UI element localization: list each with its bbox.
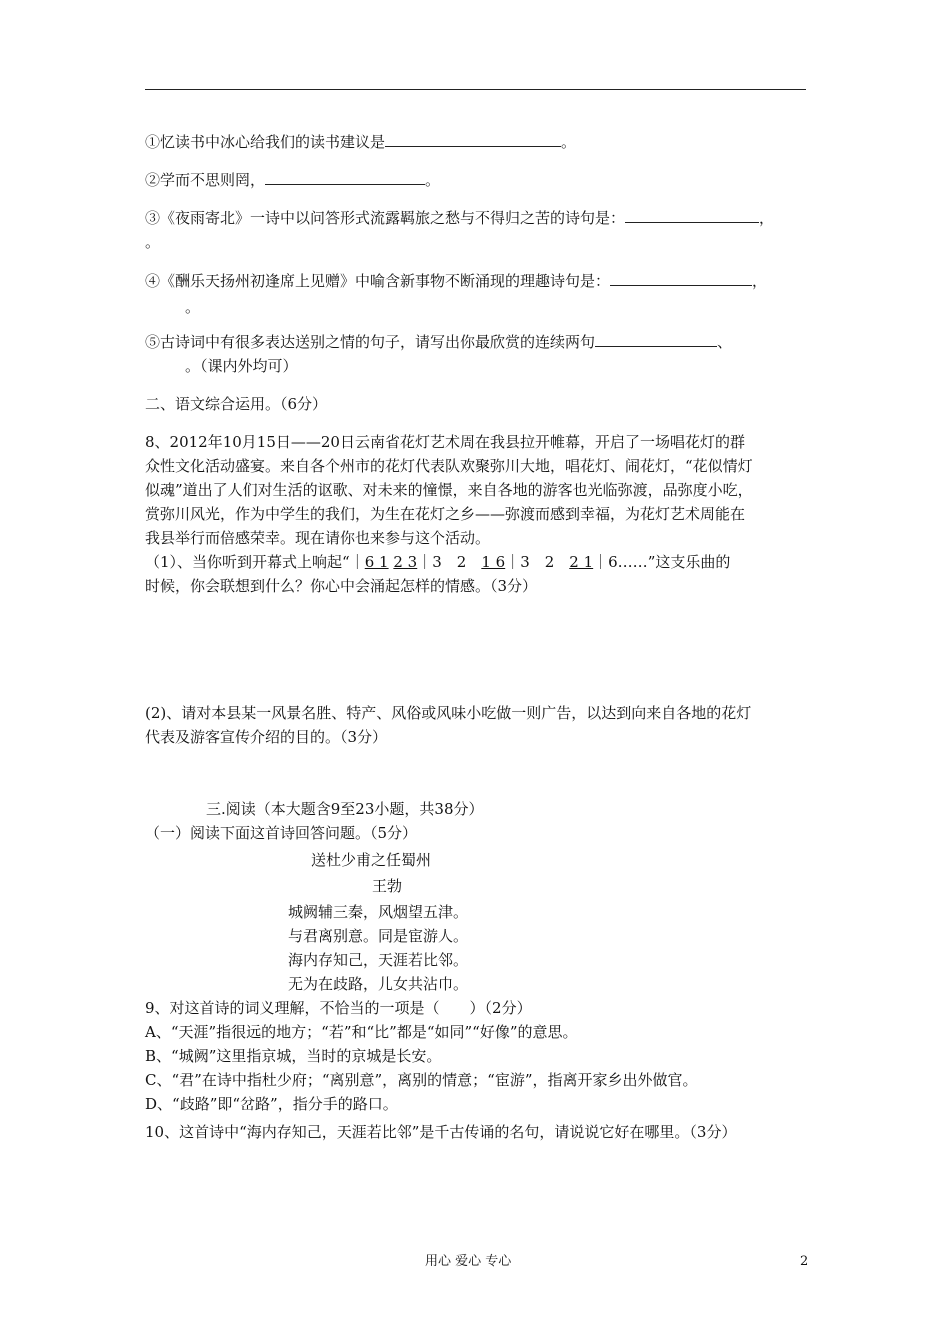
question-8-line: 赏弥川风光，作为中学生的我们，为生在花灯之乡——弥渡而感到幸福，为花灯艺术周能在 [145,505,746,523]
question-5 [145,332,732,352]
sub-question-1-suffix: ”这支乐曲的 [647,553,731,571]
poem-title: 送杜少甫之任蜀州 [311,851,432,869]
question-2-end: 。 [425,171,441,189]
question-4 [145,271,767,291]
music-note: ｜3 2 [417,553,482,571]
sub-question-1-prefix: （1）、当你听到开幕式上响起“ [145,553,350,571]
section-2-heading: 二、语文综合运用。（6分） [145,395,328,413]
question-4-continuation: 。 [185,298,201,316]
section-3-heading: 三.阅读（本大题含9至23小题，共38分） [206,800,484,818]
music-note: 6 1 [364,553,389,571]
footer-motto: 用心 爱心 专心 [425,1254,512,1269]
question-1-text: ①忆读书中冰心给我们的读书建议是 [145,133,386,151]
question-8-line: 似魂”道出了人们对生活的讴歌、对未来的憧憬，来自各地的游客也光临弥渡，品弥度小吃， [145,481,753,499]
question-10: 10、这首诗中“海内存知己，天涯若比邻”是千古传诵的名句，请说说它好在哪里。（3分） [145,1123,737,1141]
question-1-end: 。 [561,133,577,151]
question-3-continuation: 。 [145,233,161,251]
page-number: 2 [800,1254,809,1269]
question-4-comma: ， [752,272,768,290]
question-9: 9、对这首诗的词义理解，不恰当的一项是（ ）（2分） [145,999,532,1017]
poem-line: 海内存知己，天涯若比邻。 [288,951,469,969]
question-8-line: 众性文化活动盛宴。来自各个州市的花灯代表队欢聚弥川大地，唱花灯、闹花灯，“花似情灯 [145,457,753,475]
poem-author: 王勃 [372,877,403,895]
question-2-text: ②学而不思则罔， [145,171,266,189]
sub-question-1-line: 时候，你会联想到什么？你心中会涌起怎样的情感。（3分） [145,577,538,595]
poem-line: 与君离别意。同是宦游人。 [288,927,469,945]
question-3-text: ③《夜雨寄北》一诗中以问答形式流露羁旅之愁与不得归之苦的诗句是： [145,209,626,227]
option-a: A、“天涯”指很远的地方；“若”和“比”都是“如同”“好像”的意思。 [145,1023,578,1041]
question-8-line: 8、2012年10月15日——20日云南省花灯艺术周在我县拉开帷幕，开启了一场唱花灯的群 [145,433,745,451]
question-5-separator: 、 [717,333,733,351]
answer-blank[interactable] [610,271,752,286]
answer-blank[interactable] [625,208,759,223]
sub-question-2-line: 代表及游客宣传介绍的目的。（3分） [145,728,388,746]
option-d: D、“歧路”即“岔路”，指分手的路口。 [145,1095,398,1113]
answer-blank[interactable] [595,332,717,347]
music-note: ｜ [349,553,365,571]
question-8-line: 我县举行而倍感荣幸。现在请你也来参与这个活动。 [145,529,491,547]
question-4-text: ④《酬乐天扬州初逢席上见赠》中喻含新事物不断涌现的理趣诗句是： [145,272,611,290]
header-rule [145,89,806,90]
option-c: C、“君”在诗中指杜少府；“离别意”，离别的情意；“宦游”，指离开家乡出外做官。 [145,1071,698,1089]
music-note: ｜6…… [593,553,648,571]
poem-line: 无为在歧路，儿女共沾巾。 [288,975,469,993]
question-2 [145,170,440,190]
sub-question-2-line: (2)、请对本县某一风景名胜、特产、风俗或风味小吃做一则广告，以达到向来自各地的花灯 [145,704,752,722]
option-b: B、“城阙”这里指京城，当时的京城是长安。 [145,1047,442,1065]
question-3 [145,208,774,228]
music-note: 2 3 [393,553,418,571]
reading-part-1-heading: （一）阅读下面这首诗回答问题。（5分） [145,824,418,842]
music-note: 1 6 [481,553,506,571]
music-note: ｜3 2 [505,553,570,571]
sub-question-1 [145,552,730,572]
answer-blank[interactable] [385,132,561,147]
question-3-comma: ， [759,209,775,227]
question-5-continuation: 。（课内外均可） [185,357,298,375]
answer-blank[interactable] [265,170,425,185]
question-5-text: ⑤古诗词中有很多表达送别之情的句子，请写出你最欣赏的连续两句 [145,333,596,351]
music-note: 2 1 [569,553,594,571]
question-1 [145,132,576,152]
poem-line: 城阙辅三秦，风烟望五津。 [288,903,469,921]
